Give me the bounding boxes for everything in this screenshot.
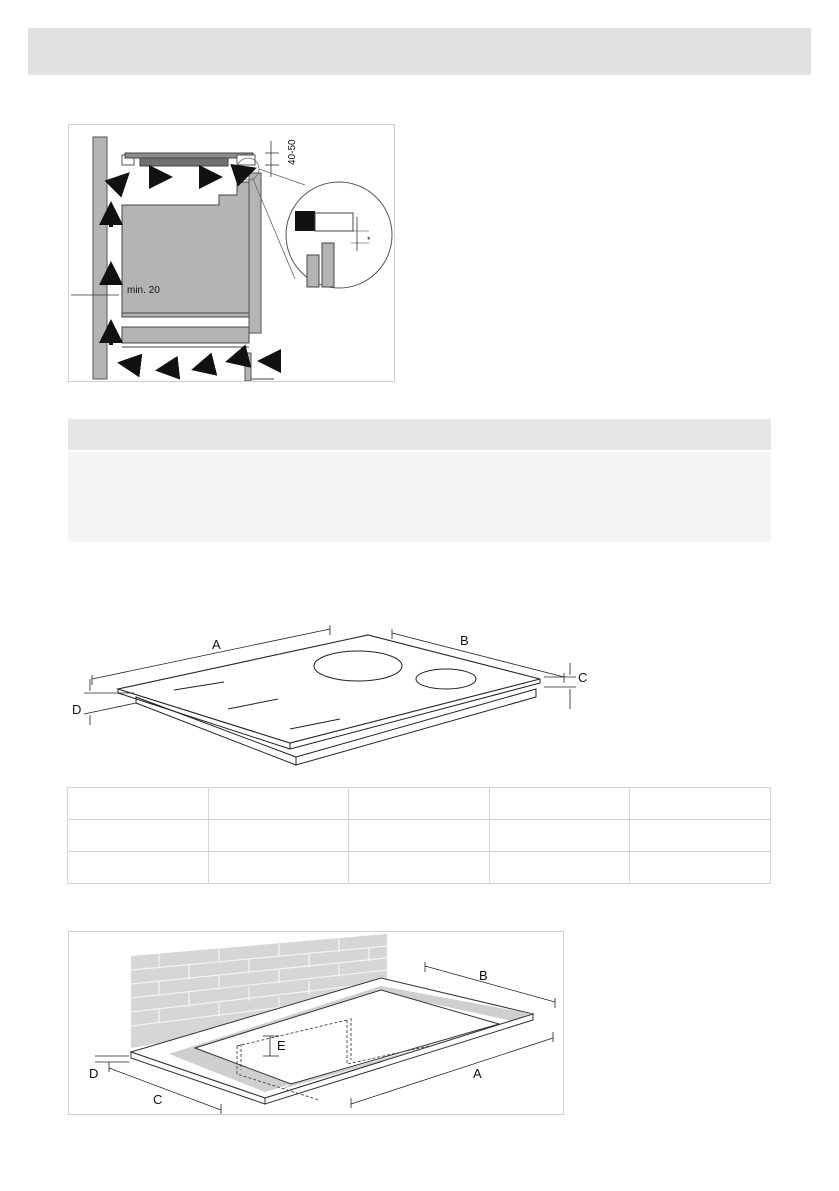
dim-label-a: A — [212, 637, 221, 652]
dimension-table — [67, 787, 771, 884]
table-row — [68, 788, 771, 820]
table-cell — [489, 788, 630, 820]
table-cell — [630, 788, 771, 820]
worktop-cutout-diagram — [68, 931, 564, 1115]
lower-panel — [122, 327, 249, 343]
table-cell — [68, 852, 209, 884]
cutout-label-a: A — [473, 1066, 482, 1081]
table-cell — [630, 852, 771, 884]
cutout-label-c: C — [153, 1092, 163, 1107]
note-body — [68, 452, 771, 542]
table-cell — [630, 820, 771, 852]
dim-label-b: B — [460, 633, 469, 648]
dim-label-c: C — [578, 670, 588, 685]
cabinet-side-wall — [93, 137, 107, 379]
cutout-label-e: E — [277, 1038, 286, 1053]
cutout-label-d: D — [89, 1066, 99, 1081]
hob-unit — [140, 158, 228, 166]
table-cell — [349, 788, 490, 820]
clearance-label: 40-50 — [287, 139, 298, 165]
table-cell — [68, 788, 209, 820]
dim-label-d: D — [72, 702, 82, 717]
oven-body — [122, 182, 249, 317]
note-heading-bar — [68, 419, 771, 450]
hob-dimensions-diagram — [68, 617, 628, 779]
table-cell — [489, 852, 630, 884]
detail-magnifier — [286, 182, 392, 288]
table-row — [68, 820, 771, 852]
table-cell — [349, 852, 490, 884]
table-cell — [208, 852, 349, 884]
cutout-label-b: B — [479, 968, 488, 983]
ventilation-diagram — [68, 124, 395, 382]
section-header-bar — [28, 28, 811, 75]
table-cell — [489, 820, 630, 852]
table-cell — [68, 820, 209, 852]
min-gap-label: min. 20 — [127, 285, 160, 296]
detail-asterisk: * — [367, 235, 371, 245]
table-row — [68, 852, 771, 884]
table-cell — [349, 820, 490, 852]
table-cell — [208, 820, 349, 852]
table-cell — [208, 788, 349, 820]
